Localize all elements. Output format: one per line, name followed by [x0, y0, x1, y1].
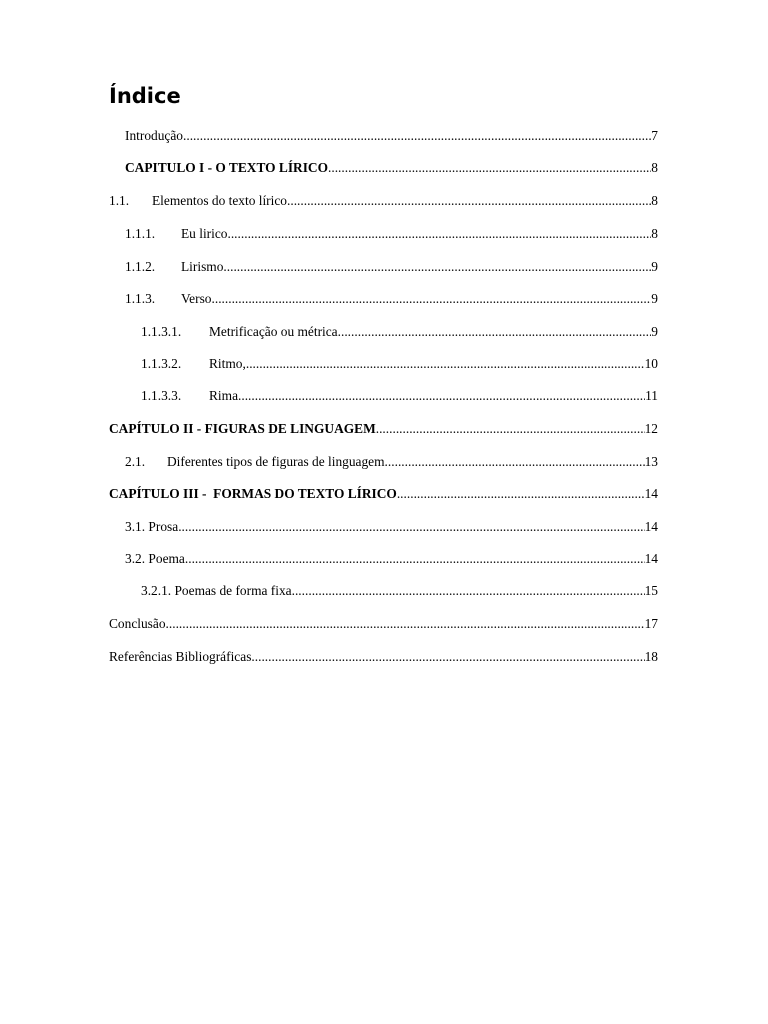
page-title: Índice [109, 84, 181, 108]
toc-entry-1-1-3-3[interactable] [141, 387, 658, 405]
toc-entry-label: Lirismo [181, 259, 224, 274]
toc-entry-number: 1.1.1. [125, 226, 156, 241]
toc-entry-page: 8 [651, 193, 658, 208]
toc-leader [292, 582, 645, 600]
toc-entry-number: 1.1.3. [125, 291, 156, 306]
toc-entry-1-1-3[interactable] [125, 290, 658, 308]
toc-entry-label: Ritmo, [209, 356, 246, 371]
toc-leader [338, 323, 652, 341]
toc-entry-label: Elementos do texto lírico [152, 193, 287, 208]
toc-leader [385, 453, 645, 471]
toc-entry-label: Referências Bibliográficas [109, 649, 252, 664]
toc-entry-label: Conclusão [109, 616, 166, 631]
toc-entry-label: CAPITULO I - O TEXTO LÍRICO [125, 160, 329, 175]
toc-entry-label: Rima [209, 388, 239, 403]
toc-entry-page: 13 [644, 454, 658, 469]
toc-leader [238, 387, 645, 405]
toc-entry-1-1[interactable] [109, 192, 658, 210]
toc-entry-capitulo-1[interactable] [125, 159, 658, 177]
toc-entry-3-1[interactable] [125, 518, 658, 536]
toc-entry-3-2-1[interactable] [141, 582, 658, 600]
toc-leader [212, 290, 652, 308]
toc-entry-label: Introdução [125, 128, 184, 143]
toc-entry-page: 8 [651, 160, 658, 175]
toc-entry-page: 7 [651, 128, 658, 143]
toc-leader [227, 225, 651, 243]
toc-entry-label: 3.1. Prosa [125, 519, 179, 534]
toc-entry-number: 1.1.3.2. [141, 356, 182, 371]
toc-entry-number: 2.1. [125, 454, 146, 469]
toc-entry-label: Eu lirico [181, 226, 228, 241]
toc-leader [376, 420, 645, 438]
toc-entry-page: 17 [644, 616, 658, 631]
toc-entry-page: 9 [651, 324, 658, 339]
toc-leader [246, 355, 645, 373]
toc-entry-label: Verso [181, 291, 212, 306]
toc-entry-introducao[interactable] [125, 127, 658, 145]
toc-entry-page: 14 [644, 519, 658, 534]
toc-leader [178, 518, 644, 536]
toc-entry-label: CAPÍTULO III - FORMAS DO TEXTO LÍRICO [109, 486, 397, 501]
toc-entry-2-1[interactable] [125, 453, 658, 471]
toc-entry-label: 3.2.1. Poemas de forma fixa [141, 583, 292, 598]
toc-entry-number: 1.1.3.3. [141, 388, 182, 403]
toc-leader [223, 258, 651, 276]
toc-entry-page: 9 [651, 259, 658, 274]
toc-entry-1-1-3-2[interactable] [141, 355, 658, 373]
toc-leader [328, 159, 651, 177]
toc-entry-capitulo-2[interactable] [109, 420, 658, 438]
toc-entry-page: 14 [644, 486, 658, 501]
toc-entry-label: CAPÍTULO II - FIGURAS DE LINGUAGEM [109, 421, 376, 436]
toc-entry-page: 9 [651, 291, 658, 306]
toc-entry-number: 1.1. [109, 193, 130, 208]
toc-entry-conclusao[interactable] [109, 615, 658, 633]
toc-entry-1-1-1[interactable] [125, 225, 658, 243]
toc-entry-referencias[interactable] [109, 648, 658, 666]
toc-leader [251, 648, 644, 666]
toc-entry-page: 8 [651, 226, 658, 241]
toc-leader [287, 192, 651, 210]
toc-entry-page: 14 [644, 551, 658, 566]
toc-leader [166, 615, 645, 633]
toc-leader [183, 127, 651, 145]
toc-leader [185, 550, 645, 568]
toc-entry-label: 3.2. Poema [125, 551, 185, 566]
toc-entry-page: 18 [644, 649, 658, 664]
toc-entry-page: 11 [645, 388, 658, 403]
toc-entry-1-1-2[interactable] [125, 258, 658, 276]
toc-entry-3-2[interactable] [125, 550, 658, 568]
toc-entry-page: 15 [644, 583, 658, 598]
toc-entry-number: 1.1.3.1. [141, 324, 182, 339]
toc-entry-capitulo-3[interactable] [109, 485, 658, 503]
toc-entry-1-1-3-1[interactable] [141, 323, 658, 341]
toc-entry-page: 10 [644, 356, 658, 371]
toc-entry-label: Diferentes tipos de figuras de linguagem [167, 454, 385, 469]
toc-leader [397, 485, 645, 503]
toc-entry-label: Metrificação ou métrica [209, 324, 338, 339]
toc-entry-page: 12 [644, 421, 658, 436]
toc-entry-number: 1.1.2. [125, 259, 156, 274]
